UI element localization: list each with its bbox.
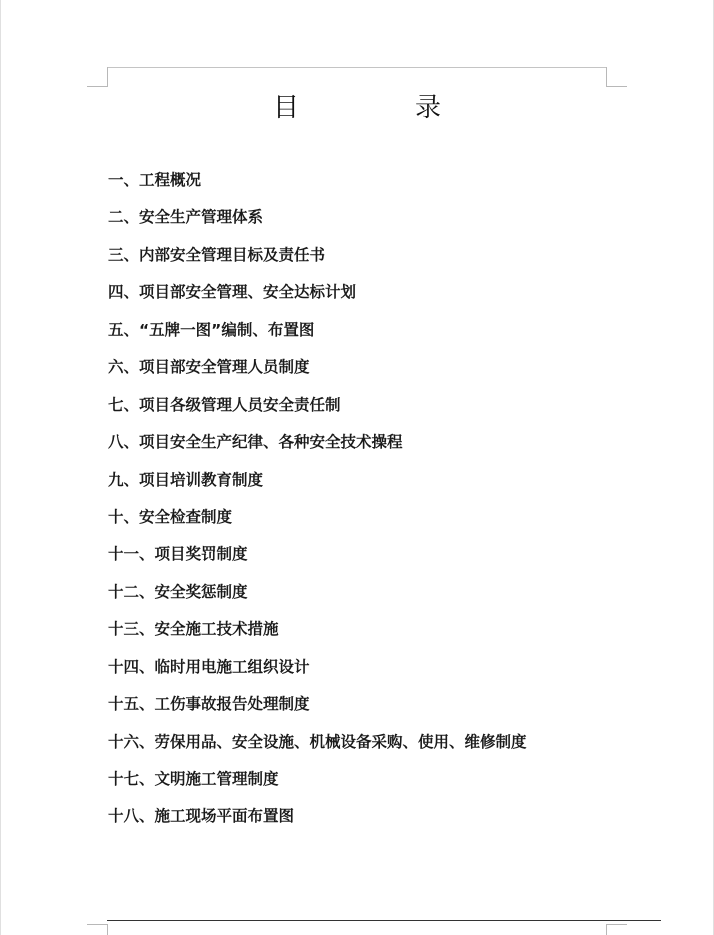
toc-item: 三、内部安全管理目标及责任书: [108, 245, 326, 264]
crop-mark-top-left-vertical: [107, 67, 108, 87]
page-title: [1, 88, 714, 128]
crop-mark-bottom-right-vertical: [606, 924, 607, 935]
toc-item: 十五、工伤事故报告处理制度: [108, 695, 310, 714]
toc-item: 八、项目安全生产纪律、各种安全技术操程: [108, 433, 403, 452]
crop-mark-top-right: [607, 86, 627, 87]
toc-item: 十六、劳保用品、安全设施、机械设备采购、使用、维修制度: [108, 732, 527, 751]
crop-mark-top-right-vertical: [606, 67, 607, 87]
crop-mark-bottom-left-vertical: [107, 924, 108, 935]
toc-item: 七、项目各级管理人员安全责任制: [108, 395, 341, 414]
toc-item: 十四、临时用电施工组织设计: [108, 657, 310, 676]
toc-item: 十一、项目奖罚制度: [108, 545, 248, 564]
toc-item: 六、项目部安全管理人员制度: [108, 358, 310, 377]
toc-item: 一、工程概况: [108, 171, 202, 189]
toc-item: 十八、施工现场平面布置图: [108, 807, 295, 826]
toc-item: 四、项目部安全管理、安全达标计划: [108, 283, 357, 302]
toc-item: 五、“五牌一图”编制、布置图: [108, 320, 315, 339]
toc-item: 二、安全生产管理体系: [108, 208, 264, 227]
table-of-contents: [108, 162, 527, 836]
crop-mark-bottom-left: [87, 924, 107, 925]
toc-item: 十三、安全施工技术措施: [108, 620, 279, 639]
crop-mark-bottom-right: [607, 924, 627, 925]
toc-item: 九、项目培训教育制度: [108, 470, 264, 489]
title-char-right: 录: [415, 93, 442, 123]
title-char-left: 目: [273, 93, 300, 123]
footer-rule: [107, 920, 661, 921]
header-margin-line: [107, 67, 607, 68]
toc-item: 十、安全检查制度: [108, 507, 233, 526]
crop-mark-top-left: [87, 86, 107, 87]
toc-item: 十七、文明施工管理制度: [108, 770, 279, 788]
toc-item: 十二、安全奖惩制度: [108, 582, 248, 601]
